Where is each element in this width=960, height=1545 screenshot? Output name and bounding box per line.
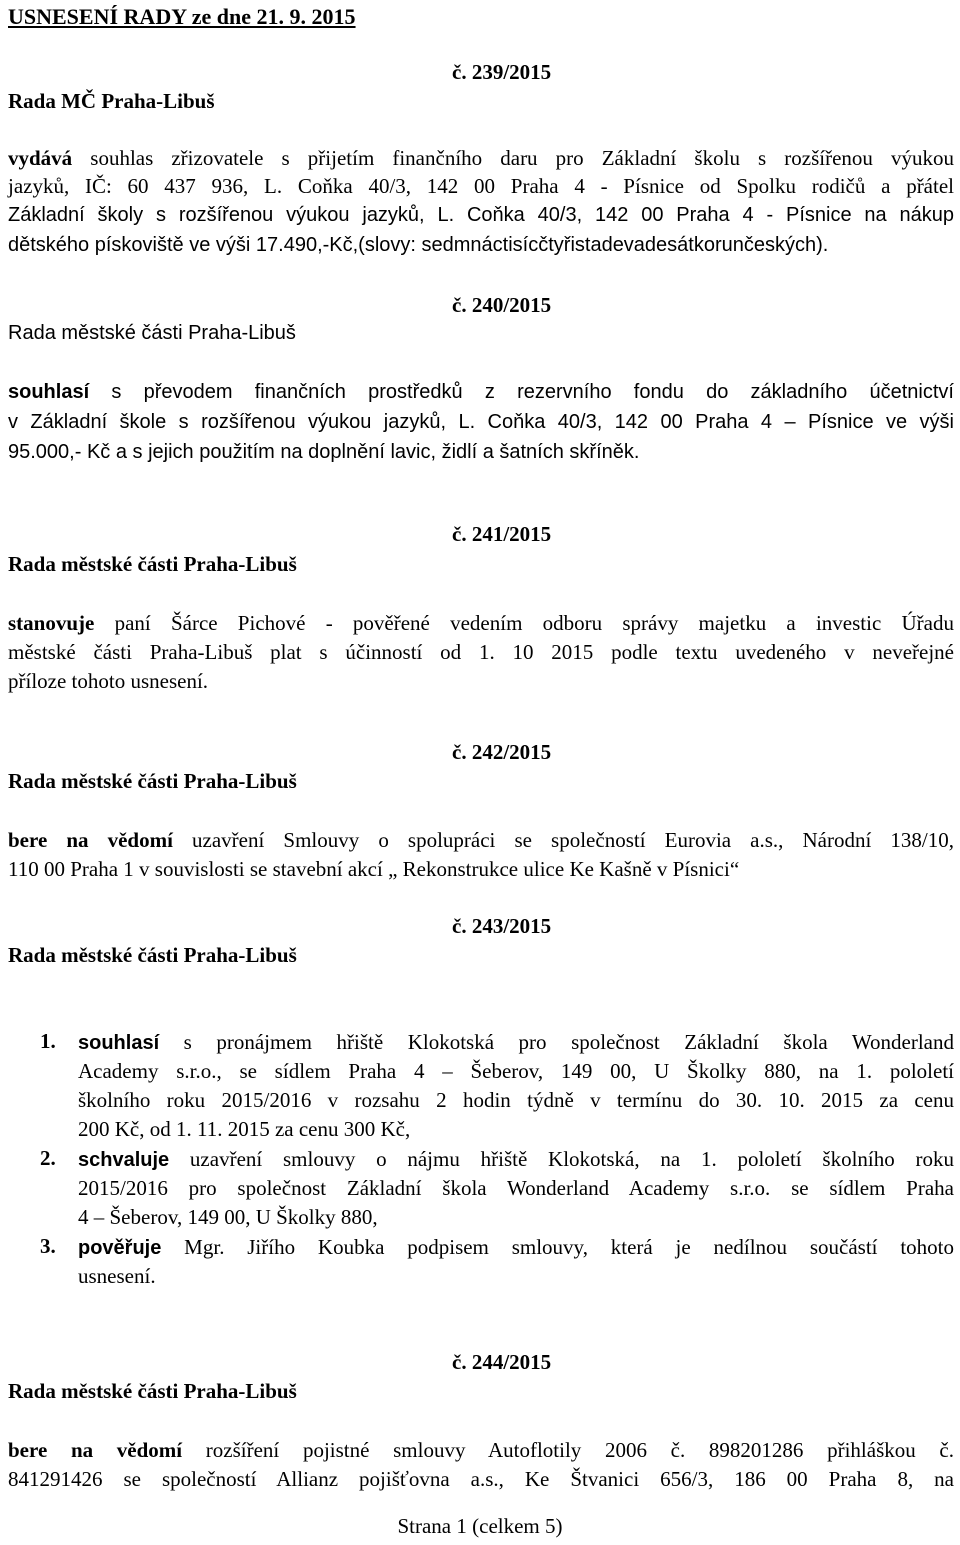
resolution-text-line: 95.000,- Kč a s jejich použitím na doplnění lavic, židlí a šatních skříněk. — [8, 441, 640, 463]
list-item-number: 2. — [40, 1146, 56, 1170]
resolution-text-line: stanovuje paní Šárce Pichové - pověřené vedením odboru správy majetku a investic Úřadu — [8, 611, 954, 635]
list-item-line: 4 – Šeberov, 149 00, U Školky 880, — [78, 1205, 378, 1229]
resolution-number: č. 239/2015 — [452, 60, 552, 84]
resolution-verb: vydává — [8, 146, 73, 170]
resolution-verb: bere na vědomí — [8, 828, 173, 852]
list-item-line: Academy s.r.o., se sídlem Praha 4 – Šeberov, 149 00, U Školky 880, na 1. pololetí — [78, 1059, 954, 1083]
resolution-text-line: vydává souhlas zřizovatele s přijetím finančního daru pro Základní školu s rozšířenou výukou — [8, 146, 954, 170]
resolution-text-line: jazyků, IČ: 60 437 936, L. Coňka 40/3, 142 00 Praha 4 - Písnice od Spolku rodičů a přátel — [8, 174, 954, 198]
resolution-text-line: 841291426 se společností Allianz pojišťovna a.s., Ke Štvanici 656/3, 186 00 Praha 8, na — [8, 1467, 954, 1491]
resolution-text-line: souhlasí s převodem finančních prostředků z rezervního fondu do základního účetnictví — [8, 381, 954, 403]
document-title: USNESENÍ RADY ze dne 21. 9. 2015 — [8, 4, 356, 29]
council-heading: Rada městské části Praha-Libuš — [8, 769, 297, 793]
resolution-number: č. 243/2015 — [452, 914, 552, 938]
resolution-number: č. 244/2015 — [452, 1350, 552, 1374]
resolution-text-line: bere na vědomí uzavření Smlouvy o spolupráci se společností Eurovia a.s., Národní 138/10, — [8, 828, 954, 852]
resolution-verb: bere na vědomí — [8, 1438, 183, 1462]
council-heading: Rada městské části Praha-Libuš — [8, 1379, 297, 1403]
resolution-text-line: příloze tohoto usnesení. — [8, 669, 209, 693]
council-heading: Rada městské části Praha-Libuš — [8, 943, 297, 967]
list-item-line: usnesení. — [78, 1264, 156, 1288]
resolution-verb: schvaluje — [78, 1149, 170, 1171]
list-item-line: pověřuje Mgr. Jiřího Koubka podpisem smlouvy, která je nedílnou součástí tohoto — [78, 1235, 954, 1259]
resolution-text-line: 110 00 Praha 1 v souvislosti se stavební akcí „ Rekonstrukce ulice Ke Kašně v Písnici“ — [8, 857, 740, 881]
resolution-verb: souhlasí — [78, 1032, 160, 1054]
council-heading: Rada městské části Praha-Libuš — [8, 552, 297, 576]
council-heading: Rada městské části Praha-Libuš — [8, 322, 296, 344]
resolution-text-line: v Základní škole s rozšířenou výukou jazyků, L. Coňka 40/3, 142 00 Praha 4 – Písnice ve výši — [8, 411, 954, 433]
council-heading: Rada MČ Praha-Libuš — [8, 89, 215, 113]
list-item-line: souhlasí s pronájmem hřiště Klokotská pro společnost Základní škola Wonderland — [78, 1030, 954, 1054]
list-item-number: 1. — [40, 1029, 56, 1053]
resolution-verb: stanovuje — [8, 611, 95, 635]
resolution-text-line: Základní školy s rozšířenou výukou jazyků, L. Coňka 40/3, 142 00 Praha 4 - Písnice na nákup — [8, 204, 954, 226]
resolution-verb: souhlasí — [8, 381, 90, 403]
list-item-number: 3. — [40, 1234, 56, 1258]
resolution-number: č. 240/2015 — [452, 293, 552, 317]
list-item-line: 200 Kč, od 1. 11. 2015 za cenu 300 Kč, — [78, 1117, 411, 1141]
resolution-number: č. 242/2015 — [452, 740, 552, 764]
list-item-line: schvaluje uzavření smlouvy o nájmu hřiště Klokotská, na 1. pololetí školního roku — [78, 1147, 954, 1171]
resolution-text-line: městské části Praha-Libuš plat s účinností od 1. 10 2015 podle textu uvedeného v neveřejné — [8, 640, 954, 664]
resolution-text-line: dětského pískoviště ve výši 17.490,-Kč,(slovy: sedmnáctisícčtyřistadevadesátkorunčeských). — [8, 234, 829, 256]
resolution-number: č. 241/2015 — [452, 522, 552, 546]
list-item-line: 2015/2016 pro společnost Základní škola Wonderland Academy s.r.o. se sídlem Praha — [78, 1176, 954, 1200]
resolution-text-line: bere na vědomí rozšíření pojistné smlouvy Autoflotily 2006 č. 898201286 přihláškou č. — [8, 1438, 954, 1462]
resolution-verb: pověřuje — [78, 1237, 162, 1259]
page-footer: Strana 1 (celkem 5) — [397, 1514, 563, 1538]
list-item-line: školního roku 2015/2016 v rozsahu 2 hodin týdně v termínu do 30. 10. 2015 za cenu — [78, 1088, 954, 1112]
